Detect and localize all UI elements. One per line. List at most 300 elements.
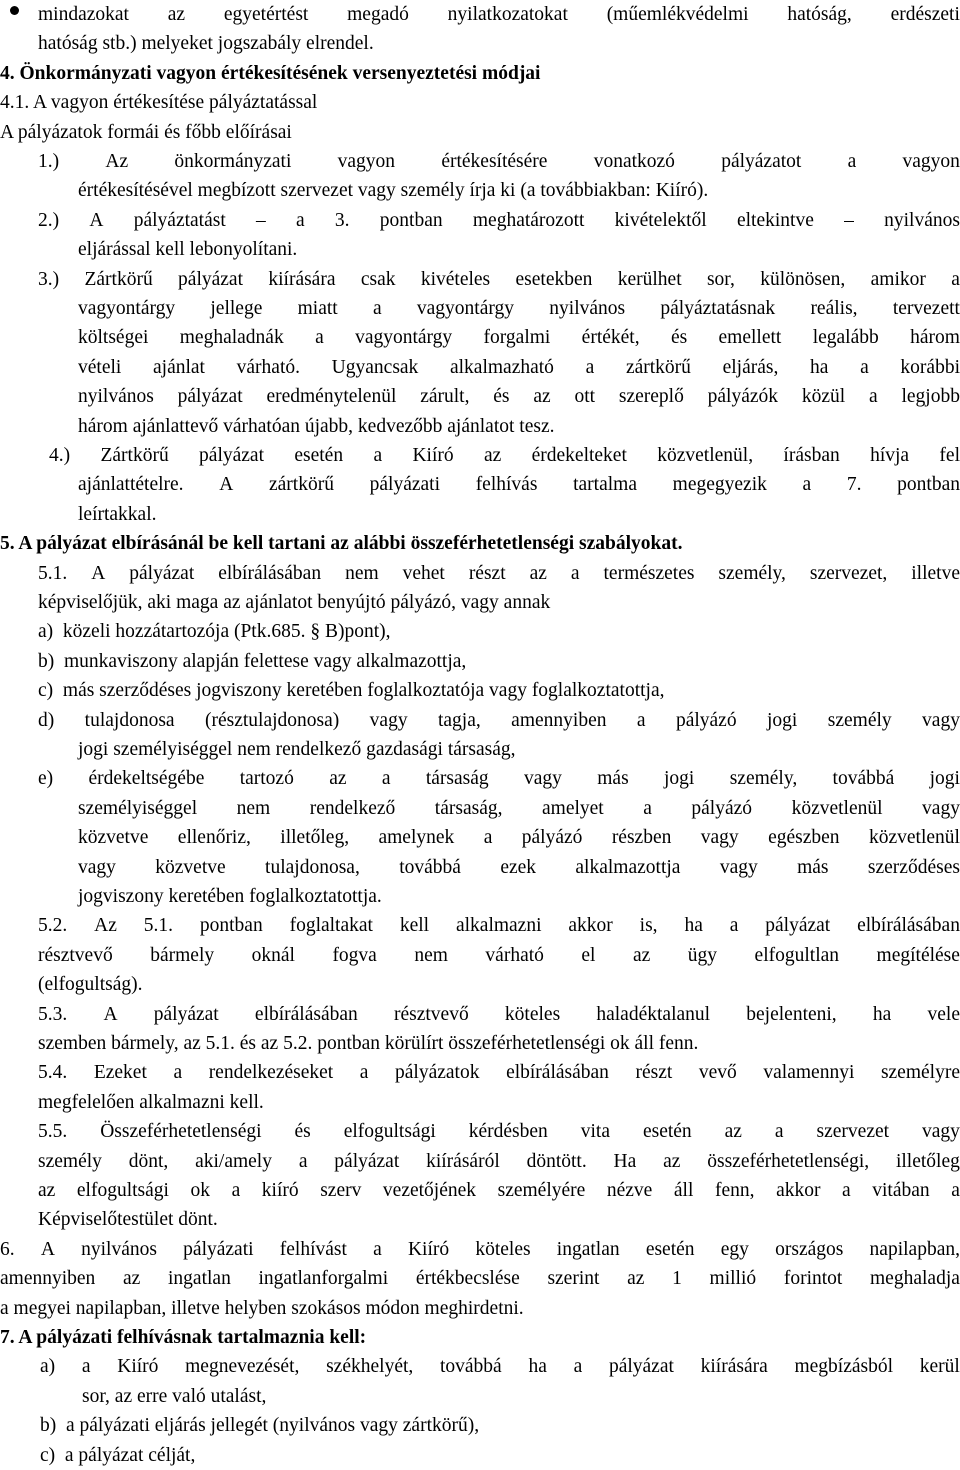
text-word: elbírálásában xyxy=(218,562,322,584)
text-word: szemben bármely, az 5.1. és az 5.2. pontban körülírt összeférhetetlenségi ok áll fenn. xyxy=(38,1033,699,1054)
text-word: három ajánlattevő várhatóan újabb, kedvezőbb ajánlatot tesz. xyxy=(78,415,555,437)
text-word: a xyxy=(860,356,869,378)
text-word: 7. A pályázati felhívásnak tartalmaznia kell: xyxy=(0,1327,367,1348)
text-word: az xyxy=(663,1150,681,1172)
text-word: hívja xyxy=(870,445,910,466)
text-word: forgalmi xyxy=(483,327,551,349)
text-word: értékesítésére xyxy=(441,151,548,172)
text-word: a xyxy=(372,298,382,319)
text-word: 5.2. xyxy=(38,915,68,937)
text-word: Ha xyxy=(613,1150,637,1172)
text-word: az xyxy=(632,944,651,966)
text-word: csak xyxy=(360,268,396,290)
text-word: Képviselőtestület dönt. xyxy=(38,1209,218,1231)
text-line xyxy=(0,529,960,558)
text-word: vagyon xyxy=(337,151,396,172)
text-word: A xyxy=(91,562,106,584)
text-word: tagja, xyxy=(437,709,481,731)
text-word: zárult, xyxy=(420,386,470,408)
text-line xyxy=(38,1000,960,1029)
text-word: továbbá xyxy=(399,856,461,878)
text-word: résztvevő xyxy=(38,944,113,966)
text-line xyxy=(78,735,960,764)
text-word: három xyxy=(910,327,960,349)
text-word: értékesítésével megbízott szervezet vagy személy írja ki (a továbbiakban: Kiíró). xyxy=(78,180,709,202)
text-word: 5.3. xyxy=(38,1003,68,1025)
text-word: A xyxy=(89,209,104,231)
text-word: Az xyxy=(94,915,117,937)
text-word: 5.1. xyxy=(143,915,173,937)
text-line xyxy=(78,853,960,882)
text-word: meghaladnák xyxy=(179,327,284,349)
text-line xyxy=(38,647,960,676)
text-word: ellenőriz, xyxy=(177,827,251,849)
text-word: ott xyxy=(574,386,596,408)
text-word: írásban xyxy=(783,445,840,466)
text-word: A xyxy=(103,1003,118,1025)
text-word: jellege xyxy=(210,298,263,319)
text-word: rendelkező xyxy=(309,797,396,819)
text-word: a xyxy=(373,445,383,466)
text-word: – xyxy=(256,209,266,231)
text-word: az xyxy=(724,1121,742,1143)
text-word: megnevezését, xyxy=(185,1356,300,1378)
text-word: esetekben xyxy=(515,268,593,290)
text-word: közül xyxy=(801,386,846,408)
text-word: kivételektől xyxy=(614,209,707,231)
text-line xyxy=(38,1058,960,1087)
text-word: egy xyxy=(720,1238,749,1260)
text-word: Kiíró xyxy=(412,445,454,466)
text-word: pályázat xyxy=(129,562,195,584)
text-word: pályázatok xyxy=(395,1062,480,1084)
text-word: tulajdonosa xyxy=(84,709,175,731)
text-line xyxy=(0,88,960,117)
text-word: a xyxy=(381,768,391,790)
text-word: személy xyxy=(38,1150,102,1172)
text-word: esetén xyxy=(294,445,344,466)
text-word: nem xyxy=(345,562,379,584)
text-word: elfogultsági xyxy=(76,1180,169,1201)
text-word: nyilvános xyxy=(549,298,626,319)
text-word: nem xyxy=(236,797,271,819)
text-word: részt xyxy=(468,562,506,584)
text-word: értékét, xyxy=(581,327,640,349)
text-word: a xyxy=(842,1180,851,1201)
text-word: tulajdonosa, xyxy=(265,856,360,878)
text-word: sor, xyxy=(706,268,735,290)
text-word: e) xyxy=(38,768,54,790)
text-word: képviselőjük, aki maga az ajánlatot benyújtó pályázó, vagy annak xyxy=(38,592,551,613)
text-word: vagy xyxy=(922,797,960,819)
text-word: személy, xyxy=(718,562,786,584)
text-word: 3. xyxy=(334,209,350,231)
text-word: elfogultlan xyxy=(754,944,840,966)
text-word: zártkörű xyxy=(269,474,334,496)
text-word: pályázatot xyxy=(721,151,802,172)
text-word: a xyxy=(847,151,857,172)
text-word: szerződéses xyxy=(867,856,960,878)
text-word: vagy xyxy=(719,856,758,878)
text-word: tartozó xyxy=(239,768,294,790)
text-word: elbírálásában xyxy=(857,915,960,937)
text-word: kerülhet xyxy=(617,268,682,290)
text-word: kiírására xyxy=(268,268,336,290)
text-word: legalább xyxy=(812,327,879,349)
text-line xyxy=(38,265,960,294)
text-word: szerint xyxy=(547,1268,600,1290)
text-line xyxy=(78,823,960,852)
text-word: továbbá xyxy=(832,768,895,790)
text-line xyxy=(78,353,960,382)
text-word: A xyxy=(40,1238,55,1260)
text-word: áll xyxy=(673,1180,694,1201)
text-word: kerül xyxy=(919,1356,960,1378)
text-word: nyilvános xyxy=(78,386,154,408)
text-line xyxy=(78,294,960,323)
text-word: érdekeltségébe xyxy=(88,768,205,790)
text-word: b) munkaviszony alapján felettese vagy alkalmazottja, xyxy=(38,650,467,672)
text-word: kérdésben xyxy=(468,1121,548,1143)
text-line xyxy=(38,588,960,617)
text-word: ok xyxy=(190,1180,211,1201)
text-line xyxy=(0,1294,960,1323)
text-word: pályáztatást xyxy=(133,209,226,231)
text-word: egészben xyxy=(768,827,840,849)
text-word: hatóság stb.) melyeket jogszabály elrendel. xyxy=(38,33,374,55)
text-word: pályázat xyxy=(334,1150,400,1172)
text-word: a xyxy=(643,797,652,819)
text-word: meghaladja xyxy=(870,1268,960,1290)
text-word: ingatlanforgalmi xyxy=(258,1268,389,1290)
text-word: társaság, xyxy=(434,797,503,819)
text-line xyxy=(78,176,960,205)
text-word: pályázat xyxy=(177,386,243,408)
text-word: vita xyxy=(580,1121,610,1143)
text-word: pályázó xyxy=(675,709,737,731)
text-word: Az xyxy=(105,151,129,172)
text-line xyxy=(38,764,960,793)
text-word: 7. xyxy=(846,474,862,496)
text-line xyxy=(78,794,960,823)
text-word: ha xyxy=(528,1356,547,1378)
text-word: eljárás, xyxy=(722,356,779,378)
text-word: nézve xyxy=(606,1180,653,1201)
text-word: szereplő xyxy=(618,386,684,408)
text-word: 5. A pályázat elbírásánál be kell tartani az alábbi összeférhetetlenségi szabályokat. xyxy=(0,533,683,555)
text-word: résztvevő xyxy=(394,1003,469,1025)
text-line xyxy=(78,500,960,529)
text-word: jogi xyxy=(664,768,695,790)
text-word: összeférhetetlenségi, xyxy=(707,1150,870,1172)
text-word: 5.4. xyxy=(38,1062,68,1084)
text-word: vitában xyxy=(872,1180,930,1201)
text-word: (elfogultság). xyxy=(38,974,143,996)
text-word: különösen, xyxy=(760,268,846,290)
text-word: reális, xyxy=(810,298,858,319)
text-word: a xyxy=(951,1180,960,1201)
text-line xyxy=(38,1147,960,1176)
text-word: vagy xyxy=(922,709,960,731)
text-word: vagyontárgy xyxy=(355,327,453,349)
text-word: várható xyxy=(485,944,544,966)
text-line xyxy=(40,1411,960,1440)
text-word: Összeférhetetlenségi xyxy=(100,1121,262,1143)
text-word: miatt xyxy=(297,298,338,319)
text-word: elfogultsági xyxy=(343,1121,436,1143)
text-word: a xyxy=(298,1150,308,1172)
text-word: az xyxy=(483,445,502,466)
text-word: foglaltakat xyxy=(289,915,373,937)
text-word: illetve xyxy=(911,562,960,584)
text-word: vagyon xyxy=(902,151,960,172)
text-word: ha xyxy=(684,915,703,937)
text-word: pályázati xyxy=(369,474,441,496)
text-word: a xyxy=(483,827,493,849)
text-line xyxy=(38,206,960,235)
text-word: napilapban, xyxy=(869,1238,960,1260)
text-word: akkor xyxy=(568,915,613,937)
text-word: c) más szerződéses jogviszony keretében foglalkoztatója vagy foglalkoztatottja, xyxy=(38,680,665,702)
text-word: amennyiben xyxy=(0,1268,96,1290)
text-word: bejelenteni, xyxy=(746,1003,837,1025)
text-word: személy xyxy=(827,709,892,731)
text-word: költségei xyxy=(78,327,149,349)
text-word: korábbi xyxy=(900,356,960,378)
text-word: megbízásból xyxy=(794,1356,894,1378)
text-word: a xyxy=(869,386,878,408)
text-word: vagy xyxy=(369,709,408,731)
text-line xyxy=(38,1029,960,1058)
text-word: az xyxy=(167,4,186,25)
text-line xyxy=(0,118,960,147)
text-word: ingatlan xyxy=(168,1268,231,1290)
text-word: a megyei napilapban, illetve helyben szokásos módon meghirdetni. xyxy=(0,1297,524,1319)
text-word: a xyxy=(173,1062,183,1084)
text-word: önkormányzati xyxy=(174,151,292,172)
text-word: elbírálásában xyxy=(254,1003,358,1025)
text-word: fel xyxy=(939,445,960,466)
text-word: megegyezik xyxy=(672,474,767,496)
text-word: 5.1. xyxy=(38,562,68,584)
text-word: fenn, xyxy=(714,1180,755,1201)
text-word: megadó xyxy=(347,4,409,25)
text-word: 1.) xyxy=(38,151,60,172)
text-word: sor, az erre való utalást, xyxy=(82,1385,267,1407)
text-word: legjobb xyxy=(901,386,960,408)
text-word: a xyxy=(774,1121,784,1143)
text-word: az xyxy=(627,1268,645,1290)
text-word: hatóság, xyxy=(787,4,852,25)
text-word: Zártkörű xyxy=(100,445,169,466)
text-word: közvetlenül xyxy=(791,797,883,819)
text-word: vagyontárgy xyxy=(78,298,176,319)
text-line xyxy=(78,235,960,264)
text-word: illetőleg, xyxy=(280,827,350,849)
text-word: megfelelően alkalmazni kell. xyxy=(38,1091,264,1113)
text-word: haladéktalanul xyxy=(596,1003,711,1025)
text-word: részt xyxy=(635,1062,673,1084)
text-word: vételi xyxy=(78,356,122,378)
text-word: A pályázatok formái és főbb előírásai xyxy=(0,121,292,143)
text-word: a) xyxy=(40,1356,56,1378)
text-word: 2.) xyxy=(38,209,60,231)
text-word: vehet xyxy=(402,562,445,584)
text-word: ajánlat xyxy=(153,356,205,378)
text-word: szervezet xyxy=(816,1121,890,1143)
text-line xyxy=(78,882,960,911)
text-word: várható. xyxy=(236,356,300,378)
text-word: pályázat xyxy=(199,445,265,466)
text-word: jogi személyiséggel nem rendelkező gazdasági társaság, xyxy=(78,739,516,760)
text-word: érdekelteket xyxy=(531,445,627,466)
text-word: a xyxy=(573,1356,583,1378)
text-word: Kiíró xyxy=(407,1238,450,1260)
text-word: a xyxy=(802,474,812,496)
text-word: és xyxy=(294,1121,311,1143)
text-word: fogva xyxy=(332,944,377,966)
text-line xyxy=(40,1352,960,1381)
text-word: a xyxy=(636,709,646,731)
text-word: mindazokat xyxy=(38,4,129,25)
text-word: pályázat xyxy=(153,1003,219,1025)
text-word: ha xyxy=(872,1003,892,1025)
text-word: el xyxy=(581,944,596,966)
text-word: az xyxy=(529,562,547,584)
text-line xyxy=(38,559,960,588)
text-word: 5.5. xyxy=(38,1121,68,1143)
text-word: pályáztatásnak xyxy=(660,298,776,319)
text-line xyxy=(38,0,960,29)
text-line xyxy=(49,441,960,470)
text-word: is, xyxy=(639,915,658,937)
text-word: részben xyxy=(611,827,672,849)
text-word: ingatlan xyxy=(556,1238,620,1260)
text-word: alkalmazni xyxy=(455,915,542,937)
text-word: a xyxy=(81,1356,91,1378)
text-line xyxy=(38,1117,960,1146)
text-line xyxy=(82,1382,960,1411)
text-line xyxy=(0,1323,960,1352)
text-line xyxy=(40,1441,960,1470)
text-word: 4.) xyxy=(49,445,71,466)
text-word: elbírálásában xyxy=(506,1062,609,1084)
text-word: a xyxy=(315,327,324,349)
text-line xyxy=(38,706,960,735)
text-word: kiíró xyxy=(261,1180,299,1201)
text-word: (műemlékvédelmi xyxy=(606,4,749,25)
text-word: tartalma xyxy=(573,474,637,496)
text-line xyxy=(78,323,960,352)
text-word: vele xyxy=(927,1003,960,1025)
text-word: kell xyxy=(399,915,430,937)
text-line xyxy=(78,470,960,499)
text-word: személy, xyxy=(729,768,798,790)
text-word: kivételes xyxy=(420,268,491,290)
text-word: esetén xyxy=(645,1238,695,1260)
text-word: ha xyxy=(810,356,829,378)
text-word: b) a pályázati eljárás jellegét (nyilvános vagy zártkörű), xyxy=(40,1415,480,1437)
text-word: vevő xyxy=(698,1062,737,1084)
text-word: Kiíró xyxy=(117,1356,159,1378)
text-word: szerv xyxy=(320,1180,362,1201)
text-word: jogi xyxy=(767,709,798,731)
text-word: személyre xyxy=(880,1062,960,1084)
text-word: valamennyi xyxy=(763,1062,855,1084)
text-word: pályázat xyxy=(178,268,244,290)
text-word: egyetértést xyxy=(223,4,309,25)
text-word: bármely xyxy=(150,944,215,966)
text-line xyxy=(38,941,960,970)
text-word: továbbá xyxy=(439,1356,502,1378)
text-word: akkor xyxy=(776,1180,821,1201)
text-word: természetes xyxy=(603,562,695,584)
text-line xyxy=(38,147,960,176)
text-word: jogviszony keretében foglalkoztatottja. xyxy=(78,886,382,907)
text-word: 3.) xyxy=(38,268,60,290)
text-word: nyilvános xyxy=(81,1238,157,1260)
text-word: a xyxy=(729,915,739,937)
text-word: a xyxy=(296,209,305,231)
text-line xyxy=(38,676,960,705)
text-word: eltekintve xyxy=(736,209,814,231)
text-word: vagy xyxy=(78,856,116,878)
text-word: az xyxy=(38,1180,56,1201)
text-word: ezek xyxy=(500,856,537,878)
text-word: az xyxy=(533,386,551,408)
text-word: közvetve xyxy=(78,827,149,849)
text-word: a xyxy=(570,562,580,584)
text-word: rendelkezéseket xyxy=(208,1062,334,1084)
text-word: pályázati xyxy=(183,1238,254,1260)
text-word: pontban xyxy=(897,474,960,496)
text-word: vezetőjének xyxy=(382,1180,477,1201)
text-word: erdészeti xyxy=(890,4,960,25)
text-word: más xyxy=(797,856,829,878)
text-word: millió xyxy=(709,1268,757,1290)
text-word: vagy xyxy=(922,1121,960,1143)
text-word: és xyxy=(670,327,688,349)
bullet-icon xyxy=(10,6,19,15)
text-word: közvetve xyxy=(155,856,226,878)
text-word: amelyet xyxy=(542,797,604,819)
text-word: alkalmazottja xyxy=(575,856,681,878)
text-line xyxy=(78,412,960,441)
text-line xyxy=(38,617,960,646)
text-word: ügy xyxy=(687,944,718,966)
text-word: ajánlattételre. xyxy=(78,474,184,496)
text-word: vagyontárgy xyxy=(416,298,515,319)
text-word: esetén xyxy=(642,1121,692,1143)
text-word: kiírásáról xyxy=(426,1150,500,1172)
text-word: személyére xyxy=(497,1180,586,1201)
text-word: Ugyancsak xyxy=(331,356,419,378)
text-word: eljárással kell lebonyolítani. xyxy=(78,239,298,261)
text-line xyxy=(38,1176,960,1205)
text-word: a xyxy=(359,1062,369,1084)
text-word: országos xyxy=(775,1238,844,1260)
text-word: dönt, xyxy=(128,1150,169,1172)
text-word: forintot xyxy=(783,1268,843,1290)
text-word: az xyxy=(123,1268,141,1290)
text-word: 4. Önkormányzati vagyon értékesítésének versenyeztetési módjai xyxy=(0,62,541,84)
text-word: felhívást xyxy=(279,1238,347,1260)
text-line xyxy=(78,382,960,411)
text-word: köteles xyxy=(504,1003,561,1025)
text-word: pályázat xyxy=(608,1356,674,1378)
text-word: aki/amely xyxy=(195,1150,272,1172)
text-word: felhívás xyxy=(475,474,538,496)
